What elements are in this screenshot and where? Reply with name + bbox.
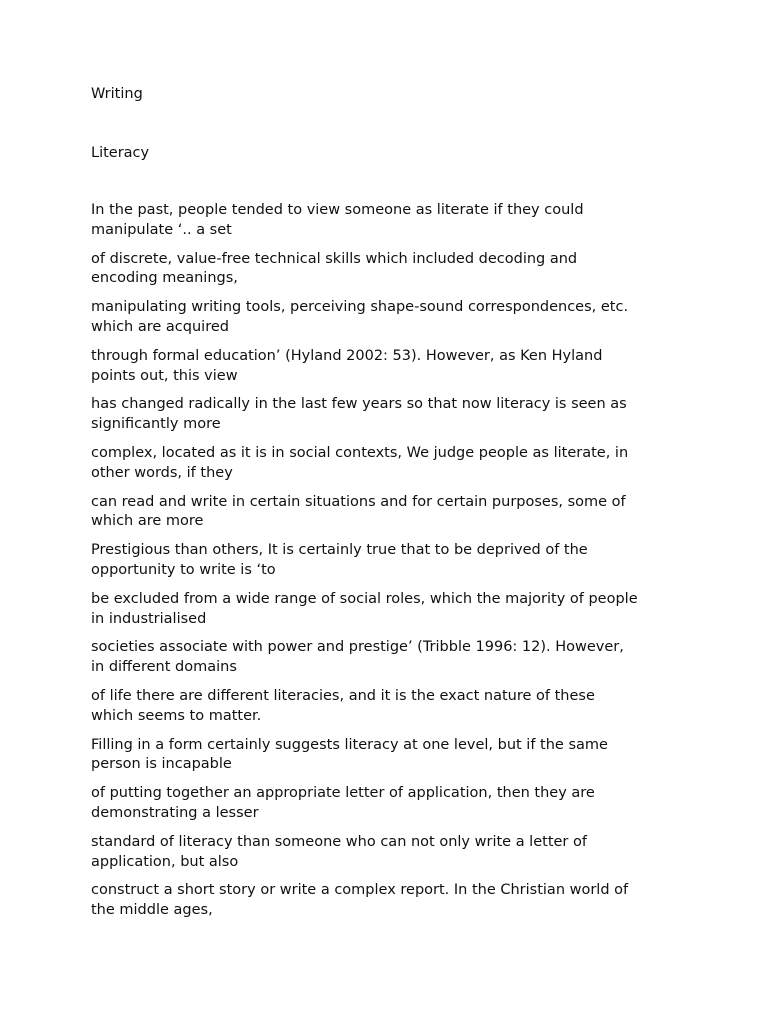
paragraph bbox=[91, 784, 691, 824]
paragraph bbox=[91, 736, 691, 776]
paragraph bbox=[91, 493, 691, 533]
heading-literacy: Literacy bbox=[91, 145, 150, 161]
text-line: be excluded from a wide range of social roles, which the majority of people bbox=[91, 590, 638, 607]
paragraph bbox=[91, 541, 691, 581]
text-line: can read and write in certain situations and for certain purposes, some of bbox=[91, 493, 626, 510]
paragraph bbox=[91, 590, 691, 630]
paragraph bbox=[91, 881, 691, 921]
text-line: manipulate ‘.. a set bbox=[91, 221, 232, 238]
text-line: demonstrating a lesser bbox=[91, 804, 259, 821]
text-line: which seems to matter. bbox=[91, 707, 262, 724]
text-line: of discrete, value-free technical skills which included decoding and bbox=[91, 250, 578, 267]
text-line: significantly more bbox=[91, 416, 221, 433]
text-line: opportunity to write is ‘to bbox=[91, 561, 276, 578]
text-line: which are acquired bbox=[91, 318, 229, 335]
paragraph bbox=[91, 444, 691, 484]
text-line: has changed radically in the last few years so that now literacy is seen as bbox=[91, 396, 627, 413]
text-line: construct a short story or write a complex report. In the Christian world of bbox=[91, 882, 629, 899]
text-line: manipulating writing tools, perceiving shape-sound correspondences, etc. bbox=[91, 299, 629, 316]
text-line: societies associate with power and prestige’ (Tribble 1996: 12). However, bbox=[91, 639, 624, 656]
text-line: Prestigious than others, It is certainly true that to be deprived of the bbox=[91, 542, 588, 559]
text-line: points out, this view bbox=[91, 367, 238, 384]
paragraph bbox=[91, 687, 691, 727]
text-line: of life there are different literacies, and it is the exact nature of these bbox=[91, 687, 595, 704]
text-line: other words, if they bbox=[91, 464, 233, 481]
text-line: standard of literacy than someone who can not only write a letter of bbox=[91, 833, 587, 850]
text-line: through formal education’ (Hyland 2002: 53). However, as Ken Hyland bbox=[91, 347, 603, 364]
text-line: the middle ages, bbox=[91, 902, 213, 919]
text-line: Filling in a form certainly suggests literacy at one level, but if the same bbox=[91, 736, 608, 753]
text-line: of putting together an appropriate letter of application, then they are bbox=[91, 785, 595, 802]
paragraph bbox=[91, 250, 691, 290]
paragraph bbox=[91, 395, 691, 435]
text-line: person is incapable bbox=[91, 756, 232, 773]
paragraph bbox=[91, 347, 691, 387]
text-line: In the past, people tended to view someone as literate if they could bbox=[91, 202, 584, 218]
text-line: in industrialised bbox=[91, 610, 207, 627]
heading-writing: Writing bbox=[91, 86, 143, 102]
paragraph bbox=[91, 201, 691, 241]
paragraph bbox=[91, 298, 691, 338]
paragraph bbox=[91, 833, 691, 873]
paragraph bbox=[91, 638, 691, 678]
text-line: complex, located as it is in social contexts, We judge people as literate, in bbox=[91, 444, 629, 461]
text-line: encoding meanings, bbox=[91, 270, 238, 287]
text-line: application, but also bbox=[91, 853, 239, 870]
text-line: in different domains bbox=[91, 659, 237, 676]
text-line: which are more bbox=[91, 513, 204, 530]
body-text bbox=[91, 201, 691, 930]
